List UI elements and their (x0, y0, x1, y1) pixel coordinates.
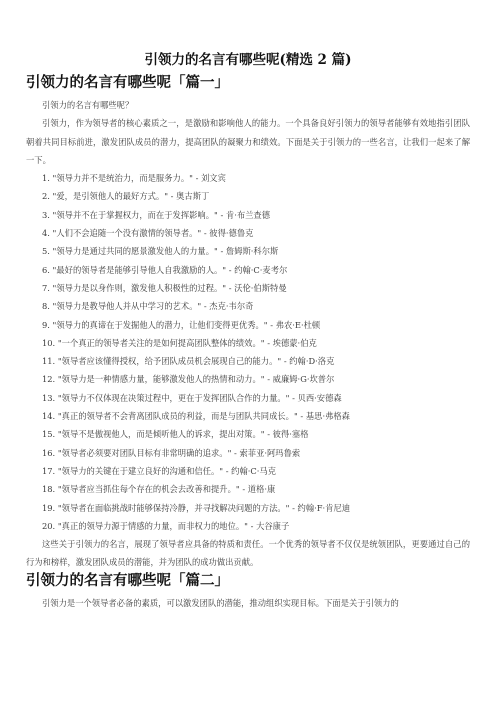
quote-item: 6. "最好的领导者是能够引导他人自我激励的人。" - 约翰·C·麦考尔 (42, 264, 288, 275)
quote-item: 17. "领导力的关键在于建立良好的沟通和信任。" - 约翰·C·马克 (42, 465, 276, 476)
section-one (26, 74, 470, 572)
quote-item: 7. "领导力是以身作则，激发他人积极性的过程。" - 沃伦·伯斯特曼 (42, 282, 287, 293)
quote-item: 16. "领导者必须要对团队目标有非常明确的追求。" - 索菲亚·阿玛鲁索 (42, 447, 301, 458)
quote-list (26, 169, 470, 535)
quote-item: 4. "人们不会追随一个没有激情的领导者。" - 彼得·德鲁克 (42, 228, 254, 239)
quote-item: 12. "领导力是一种情感力量，能够激发他人的热情和动力。" - 威廉姆·G·坎普尔 (42, 374, 335, 385)
quote-item: 13. "领导力不仅体现在决策过程中，更在于发挥团队合作的力量。" - 贝西·安德森 (42, 392, 342, 403)
document-title: 引领力的名言有哪些呢(精选 2 篇) (144, 52, 352, 68)
quote-item: 14. "真正的领导者不会背离团队成员的利益，而是与团队共同成长。" - 基思·弗格森 (42, 411, 350, 422)
section-two (26, 572, 470, 612)
quote-item: 19. "领导者在面临挑战时能够保持冷静，并寻找解决问题的方法。" - 约翰·F·肯尼迪 (42, 502, 351, 513)
intro-paragraph: 引领力，作为领导者的核心素质之一，是激励和影响他人的能力。一个具备良好引领力的领导者能够有效地指引团队朝着共同目标前进，激发团队成员的潜力，提高团队的凝聚力和绩效。下面是关于引领力的一些名言，让我们一起来了解一下。 (26, 118, 470, 165)
quote-item: 15. "领导不是傲视他人，而是倾听他人的诉求，提出对策。" - 彼得·塞格 (42, 429, 309, 440)
quote-item: 18. "领导者应当抓住每个存在的机会去改善和提升。" - 道格·康 (42, 484, 276, 495)
quote-item: 11. "领导者应该懂得授权，给予团队成员机会展现自己的能力。" - 约翰·D·洛克 (42, 356, 335, 367)
quote-item: 5. "领导力是通过共同的愿景激发他人的力量。" - 詹姆斯·科尔斯 (42, 246, 279, 257)
section-heading: 引领力的名言有哪些呢「篇一」 (26, 74, 229, 91)
quote-item: 20. "真正的领导力源于情感的力量，而非权力的地位。" - 大谷康子 (42, 520, 290, 531)
intro-paragraph: 引领力是一个领导者必备的素质，可以激发团队的潜能，推动组织实现目标。下面是关于引领力的 (42, 597, 399, 608)
section-question: 引领力的名言有哪些呢？ (42, 100, 134, 110)
quote-item: 8. "领导力是教导他人并从中学习的艺术。" - 杰克·韦尔奇 (42, 301, 254, 312)
quote-item: 1. "领导力并不是统治力，而是服务力。" - 刘文宾 (42, 173, 226, 184)
quote-item: 3. "领导并不在于掌握权力，而在于发挥影响。" - 肯·布兰查德 (42, 209, 271, 220)
section-heading: 引领力的名言有哪些呢「篇二」 (26, 571, 229, 589)
conclusion-paragraph: 这些关于引领力的名言，展现了领导者应具备的特质和责任。一个优秀的领导者不仅仅是统领团队，更要通过自己的行为和榜样，激发团队成员的潜能，并为团队的成功做出贡献。 (26, 539, 470, 568)
quote-item: 9. "领导力的真谛在于发掘他人的潜力，让他们变得更优秀。" - 弗农·E·杜顿 (42, 319, 321, 330)
quote-item: 2. "爱，是引领他人的最好方式。" - 奥古斯丁 (42, 191, 210, 202)
quote-item: 10. "一个真正的领导者关注的是如何提高团队整体的绩效。" - 埃德蒙·伯克 (42, 337, 317, 348)
